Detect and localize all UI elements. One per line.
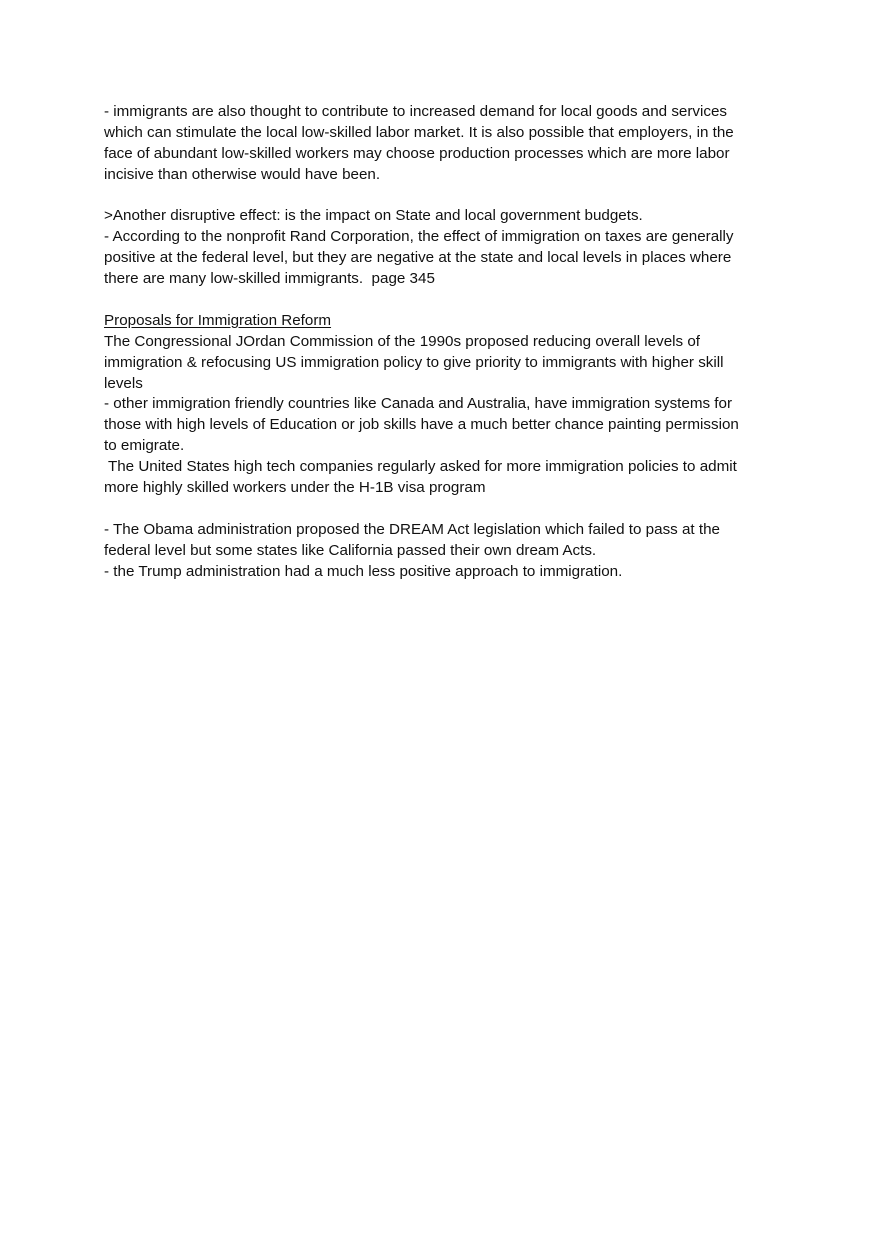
text-line: those with high levels of Education or job skills have a much better chance painting permission [104, 416, 739, 434]
text-line: immigration & refocusing US immigration policy to give priority to immigrants with higher skill [104, 353, 724, 371]
text-line: >Another disruptive effect: is the impact on State and local government budgets. [104, 207, 643, 225]
text-line: levels [104, 374, 143, 392]
text-line: - According to the nonprofit Rand Corporation, the effect of immigration on taxes are generally [104, 228, 734, 246]
text-line: - other immigration friendly countries like Canada and Australia, have immigration systems for [104, 395, 733, 413]
section-heading: Proposals for Immigration Reform [104, 311, 332, 329]
paragraph-spacer [104, 290, 774, 311]
text-line: - the Trump administration had a much less positive approach to immigration. [104, 562, 623, 580]
paragraph-administrations [104, 520, 774, 583]
paragraph-local-demand [104, 102, 774, 186]
text-line: there are many low-skilled immigrants. page 345 [104, 270, 435, 288]
paragraph-government-budgets [104, 206, 774, 290]
text-line: The Congressional JOrdan Commission of the 1990s proposed reducing overall levels of [104, 332, 701, 350]
document-body [104, 102, 774, 582]
text-line: incisive than otherwise would have been. [104, 165, 381, 183]
text-line: federal level but some states like California passed their own dream Acts. [104, 541, 597, 559]
text-line: - The Obama administration proposed the DREAM Act legislation which failed to pass at the [104, 520, 720, 538]
text-line: more highly skilled workers under the H-1B visa program [104, 479, 486, 497]
paragraph-spacer [104, 499, 774, 520]
section-immigration-reform [104, 311, 774, 499]
text-line: positive at the federal level, but they are negative at the state and local levels in places where [104, 249, 732, 267]
text-line: The United States high tech companies regularly asked for more immigration policies to admit [104, 458, 737, 476]
text-line: face of abundant low-skilled workers may choose production processes which are more labor [104, 144, 730, 162]
paragraph-spacer [104, 186, 774, 207]
text-line: which can stimulate the local low-skilled labor market. It is also possible that employers, in the [104, 123, 734, 141]
text-line: to emigrate. [104, 437, 185, 455]
text-line: - immigrants are also thought to contribute to increased demand for local goods and services [104, 103, 728, 120]
